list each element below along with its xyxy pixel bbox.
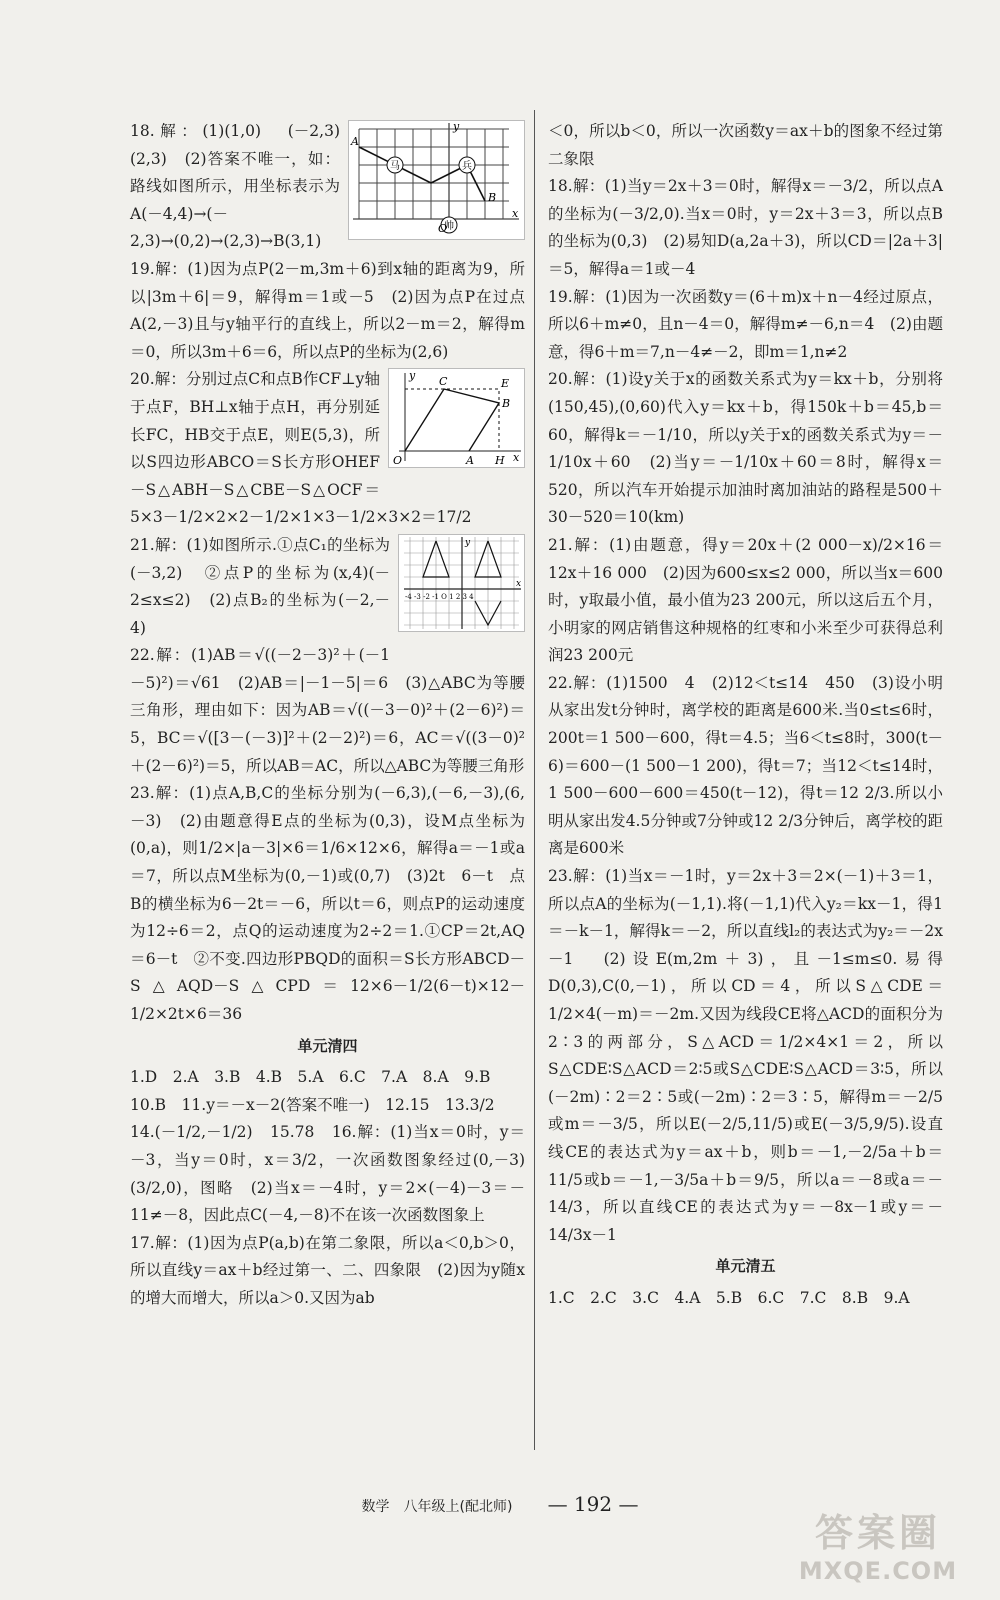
page-number: — 192 —: [547, 1492, 639, 1516]
unit5-choices-1: 1.C 2.C 3.C 4.A 5.B 6.C 7.C 8.B 9.A: [548, 1288, 910, 1307]
right-column: [548, 118, 943, 1313]
piece-bing-label: 兵: [462, 161, 472, 172]
piece-ma-label: 马: [390, 161, 400, 172]
answer-q22-right: 22.解：(1)1500 4 (2)12＜t≤14 450 (3)设小明从家出发t分钟时，离学校的距离是600米.当0≤t≤6时，200t＝1 500－600，得t＝4.5；当6＜t≤8时，300(t－6)＝600－(1 500－1 200)，得t＝7；当12＜t≤14时，1 500－600－600＝450(t－12)，得t＝12 2/3.所以小明从家出发4.5分钟或7分钟或12 2/3分钟后，离学校的距离是600米: [548, 673, 943, 858]
unit4-choices-2: 10.B 11.y＝－x－2(答案不唯一) 12.15 13.3/2: [130, 1095, 495, 1114]
y-axis-label: y: [409, 369, 416, 383]
watermark-logo-text: 答案圈: [814, 1511, 941, 1555]
x-axis-label: x: [513, 451, 520, 465]
point-c-label: C: [439, 375, 448, 389]
left-column: [130, 118, 525, 1313]
unit4-choices-1: 1.D 2.A 3.B 4.B 5.A 6.C 7.A 8.A 9.B: [130, 1068, 491, 1087]
answer-q14-16: 14.(－1/2,－1/2) 15.78 16.解：(1)当x＝0时，y＝－3，当y＝0时，x＝3/2，一次函数图象经过(0,－3)(3/2,0)，图略 (2)当x＝－4时，y＝2×(－4)－3＝－11≠－8，因此点C(－4,－8)不在该一次函数图象上: [130, 1123, 525, 1225]
answer-q23-right: 23.解：(1)当x＝－1时，y＝2x＋3＝2×(－1)＋3＝1，所以点A的坐标为(－1,1).将(－1,1)代入y₂＝kx－1，得1＝－k－1，解得k＝－2，所以直线l₂的表达式为y₂＝－2x－1 (2)设E(m,2m＋3)，且－1≤m≤0.易得D(0,3),C(0,－1)，所以CD＝4，所以S△CDE＝1/2×4(－m)＝－2m.又因为线段CE将△ACD的面积分为2∶3的两部分，S△ACD＝1/2×4×1＝2，所以S△CDE∶S△ACD＝2∶5或S△CDE∶S△ACD＝3∶5，所以(－2m)∶2＝2∶5或(－2m)∶2＝3∶5，解得m＝－2/5或m＝－3/5，所以E(－2/5,11/5)或E(－3/5,9/5).设直线CE的表达式为y＝ax＋b，则b＝－1,－2/5a＋b＝11/5或b＝－1,－3/5a＋b＝9/5，所以a＝－8或a＝－14/3，所以直线CE的表达式为y＝－8x－1或y＝－14/3x－1: [548, 867, 943, 1244]
point-h-label: H: [495, 454, 505, 468]
origin-label: O: [393, 454, 403, 468]
point-a-label: A: [351, 135, 359, 148]
answer-q22-left: 22.解：(1)AB＝√((－2－3)²＋(－1－5)²)＝√61 (2)AB＝|－1－5|＝6 (3)△ABC为等腰三角形，理由如下：因为AB＝√((－3－0)²＋(2－6)²)＝5，BC＝√([3－(－3)]²＋(2－2)²)＝6，AC＝√((3－0)²＋(2－6)²)＝5，所以AB＝AC，所以△ABC为等腰三角形: [130, 646, 525, 775]
answer-q17-cont: ＜0，所以b＜0，所以一次函数y＝ax＋b的图象不经过第二象限: [548, 122, 943, 168]
origin-label: O: [438, 222, 448, 235]
x-axis-label: x: [516, 578, 522, 589]
axis-tick-labels: -4 -3 -2 -1 O 1 2 3 4: [405, 592, 474, 601]
answer-q19-left: 19.解：(1)因为点P(2－m,3m＋6)到x轴的距离为9，所以|3m＋6|＝9，解得m＝1或－5 (2)因为点P在过点A(2,－3)且与y轴平行的直线上，所以2－m＝2，解得m＝0，所以3m＋6＝6，所以点P的坐标为(2,6): [130, 259, 525, 361]
site-watermark: [778, 1502, 978, 1585]
answer-q19-right: 19.解：(1)因为一次函数y＝(6＋m)x＋n－4经过原点，所以6＋m≠0，且n－4＝0，解得m≠－6,n＝4 (2)由题意，得6＋m＝7,n－4≠－2，即m＝1,n≠2: [548, 287, 943, 361]
answer-q20-left: 20.解：分别过点C和点B作CF⊥y轴于点F，BH⊥x轴于点H，再分别延长FC，HB交于点E，则E(5,3)，所以S四边形ABCO＝S长方形OHEF－S△ABH－S△CBE－S△OCF＝5×3－1/2×2×2－1/2×1×3－1/2×3×2＝17/2: [130, 370, 472, 527]
y-axis-label: y: [465, 537, 471, 548]
answer-q18-left: 18.解：(1)(1,0) (－2,3) (2,3) (2)答案不唯一，如：路线如图所示，用坐标表示为A(－4,4)→(－2,3)→(0,2)→(2,3)→B(3,1): [130, 122, 356, 251]
figure-20-quadrilateral: [388, 368, 525, 478]
watermark-url: MXQE.COM: [798, 1557, 958, 1585]
column-divider: [534, 110, 535, 1450]
answer-q20-right: 20.解：(1)设y关于x的函数关系式为y＝kx＋b，分别将(150,45),(0,60)代入y＝kx＋b，得150k＋b＝45,b＝60，解得k＝－1/10，所以y关于x的函数关系式为y＝－1/10x＋60 (2)当y＝－1/10x＋60＝8时，解得x＝520，所以汽车开始提示加油时离加油站的路程是500＋30－520＝10(km): [548, 370, 943, 527]
piece-shuai-label: 帅: [444, 221, 454, 232]
point-a-label: A: [466, 454, 474, 468]
y-axis-label: y: [453, 120, 460, 133]
answer-q17-left: 17.解：(1)因为点P(a,b)在第二象限，所以a＜0,b＞0，所以直线y＝ax＋b经过第一、二、四象限 (2)因为y随x的增大而增大，所以a＞0.又因为ab: [130, 1233, 525, 1307]
point-b-label: B: [502, 397, 511, 411]
x-axis-label: x: [512, 207, 519, 220]
footer-subject: 数学 八年级上(配北师): [361, 1499, 513, 1515]
answer-q21-right: 21.解：(1)由题意，得y＝20x＋(2 000－x)/2×16＝12x＋16 000 (2)因为600≤x≤2 000，所以当x＝600时，y取最小值，最小值为23 200元，所以这后五个月，小明家的网店销售这种规格的红枣和小米至少可获得总利润23 200元: [548, 535, 943, 665]
unit5-title: 单元清五: [715, 1257, 776, 1276]
point-e-label: E: [501, 377, 510, 391]
figure-18-chessboard: [348, 120, 525, 250]
point-b-label: B: [488, 191, 497, 204]
answer-q23-left: 23.解：(1)点A,B,C的坐标分别为(－6,3),(－6,－3),(6,－3) (2)由题意得E点的坐标为(0,3)，设M点坐标为(0,a)，则1/2×|a－3|×6＝1/6×12×6，解得a＝－1或a＝7，所以点M坐标为(0,－1)或(0,7) (3)2t 6－t 点B的横坐标为6－2t＝－6，所以t＝6，则点P的运动速度为12÷6＝2，点Q的运动速度为2÷2＝1.①CP＝2t,AQ＝6－t ②不变.四边形PBQD的面积＝S长方形ABCD－S△AQD－S△CPD＝12×6－1/2(6－t)×12－1/2×2t×6＝36: [130, 784, 525, 1023]
figure-21-grid: [398, 534, 525, 642]
answer-q21-left: 21.解：(1)如图所示.①点C₁的坐标为(－3,2) ②点P的坐标为(x,4)(－2≤x≤2) (2)点B₂的坐标为(－2,－4): [130, 535, 390, 637]
unit4-title: 单元清四: [297, 1036, 358, 1055]
answer-q18-right: 18.解：(1)当y＝2x＋3＝0时，解得x＝－3/2，所以点A的坐标为(－3/2,0).当x＝0时，y＝2x＋3＝3，所以点B的坐标为(0,3) (2)易知D(a,2a＋3)，所以CD＝|2a＋3|＝5，解得a＝1或－4: [548, 177, 943, 278]
